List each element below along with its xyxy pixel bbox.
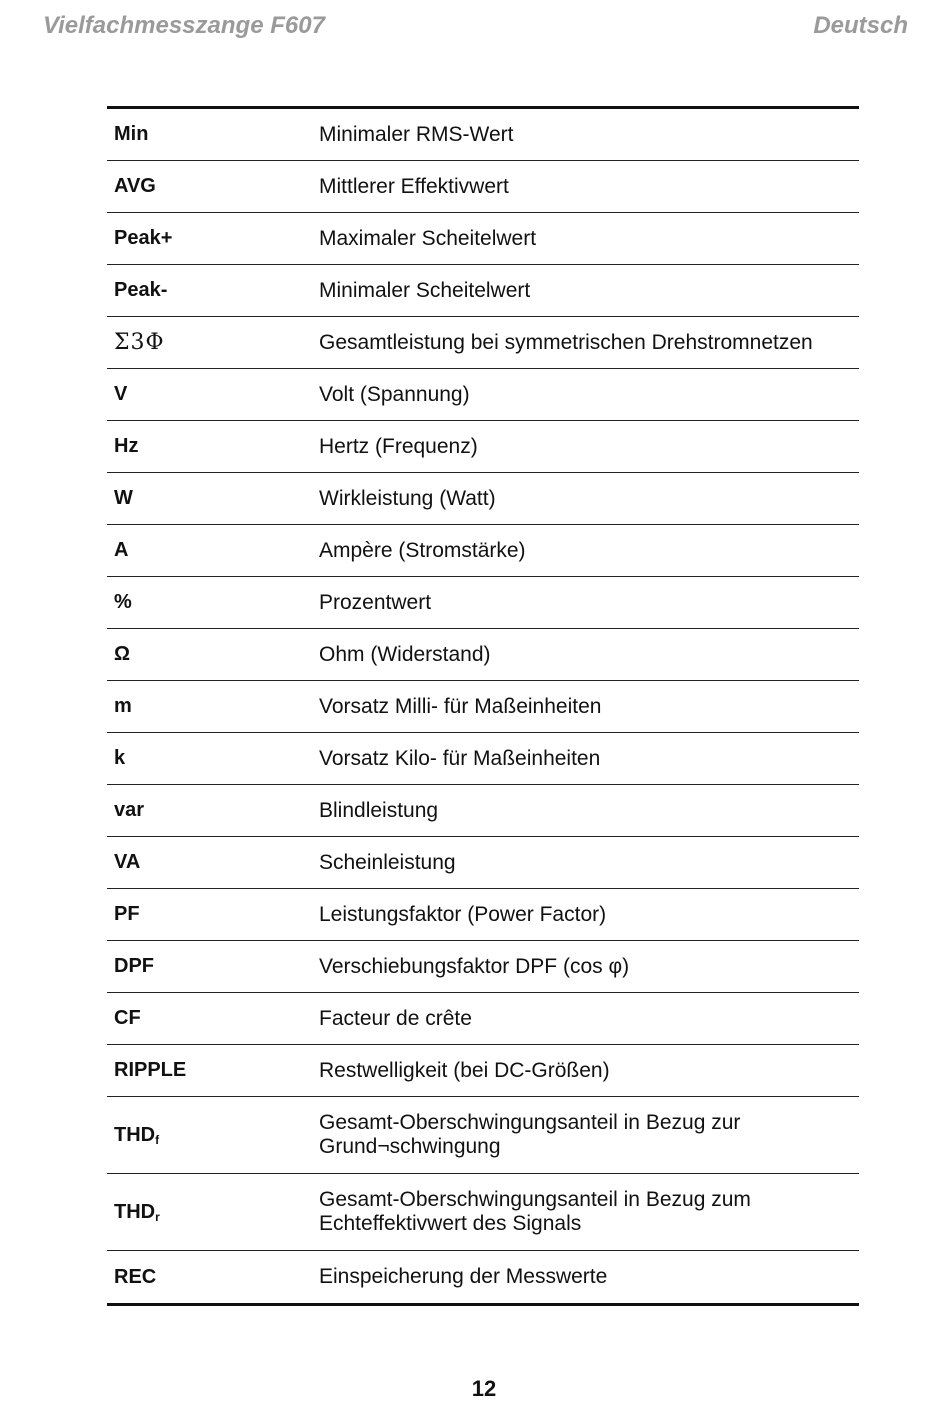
table-row — [107, 1097, 859, 1174]
abbreviation-text: THD — [114, 1123, 156, 1146]
abbreviation-cell — [107, 1201, 319, 1224]
description-cell: Hertz (Frequenz) — [319, 434, 478, 458]
abbreviation-cell: DPF — [114, 955, 154, 977]
abbreviation-cell: k — [114, 747, 126, 769]
table-row — [107, 473, 859, 525]
description-cell: Vorsatz Milli- für Maßeinheiten — [319, 694, 602, 718]
table-row — [107, 317, 859, 369]
table-row — [107, 733, 859, 785]
abbreviation-cell: Hz — [114, 435, 139, 457]
abbreviation-cell: W — [114, 487, 133, 509]
description-cell: Minimaler RMS-Wert — [319, 122, 514, 146]
table-row — [107, 681, 859, 733]
description-cell: Scheinleistung — [319, 850, 456, 874]
abbreviation-cell: AVG — [114, 175, 156, 197]
table-row — [107, 889, 859, 941]
document-language: Deutsch — [813, 12, 908, 39]
abbreviation-cell: Ω — [114, 643, 131, 665]
description-cell: Leistungsfaktor (Power Factor) — [319, 902, 607, 926]
abbreviation-cell — [107, 1124, 319, 1147]
abbreviation-cell: m — [114, 695, 132, 717]
abbreviation-cell: Σ3Φ — [114, 330, 165, 355]
description-cell: Mittlerer Effektivwert — [319, 174, 509, 198]
abbreviation-cell: Peak- — [114, 279, 168, 301]
description-cell: Restwelligkeit (bei DC-Größen) — [319, 1058, 610, 1082]
description-cell: Volt (Spannung) — [319, 382, 470, 406]
table-row — [107, 1174, 859, 1251]
abbreviation-cell: RIPPLE — [114, 1059, 187, 1081]
description-cell: Minimaler Scheitelwert — [319, 278, 531, 302]
description-cell: Ampère (Stromstärke) — [319, 538, 526, 562]
abbreviation-subscript: r — [155, 1209, 160, 1224]
abbreviation-text: THD — [114, 1200, 156, 1223]
table-row — [107, 941, 859, 993]
description-cell: Facteur de crête — [319, 1006, 472, 1030]
table-row — [107, 629, 859, 681]
abbreviation-cell: Peak+ — [114, 227, 173, 249]
table-row — [107, 577, 859, 629]
table-row — [107, 421, 859, 473]
description-cell: Ohm (Widerstand) — [319, 642, 491, 666]
table-row — [107, 993, 859, 1045]
abbreviation-cell: VA — [114, 851, 141, 873]
description-cell: Blindleistung — [319, 798, 439, 822]
table-row — [107, 161, 859, 213]
table-row — [107, 109, 859, 161]
description-cell: Gesamtleistung bei symmetrischen Drehstromnetzen — [319, 330, 813, 354]
description-cell: Einspeicherung der Messwerte — [319, 1265, 608, 1288]
table-row — [107, 837, 859, 889]
abbreviation-cell: PF — [114, 903, 140, 925]
abbreviation-cell: V — [114, 383, 128, 405]
document-title: Vielfachmesszange F607 — [43, 12, 325, 39]
table-row — [107, 785, 859, 837]
description-cell: Vorsatz Kilo- für Maßeinheiten — [319, 746, 601, 770]
description-cell: Prozentwert — [319, 590, 432, 614]
abbreviation-subscript: f — [155, 1132, 160, 1147]
table-row — [107, 265, 859, 317]
description-cell: Wirkleistung (Watt) — [319, 486, 496, 510]
abbreviation-cell: CF — [114, 1007, 141, 1029]
abbreviation-cell: Min — [114, 123, 149, 145]
abbreviation-cell: A — [114, 539, 129, 561]
page-number: 12 — [471, 1376, 497, 1401]
abbreviation-table — [107, 106, 859, 1306]
abbreviation-cell: var — [114, 799, 145, 821]
abbreviation-cell: REC — [114, 1265, 157, 1288]
abbreviation-cell: % — [114, 591, 132, 613]
table-row — [107, 1045, 859, 1097]
table-row — [107, 369, 859, 421]
description-cell: Gesamt-Oberschwingungsanteil in Bezug zum Echteffektivwert des Signals — [319, 1188, 751, 1235]
description-cell: Maximaler Scheitelwert — [319, 226, 537, 250]
table-row — [107, 525, 859, 577]
table-row — [107, 1251, 859, 1303]
table-row — [107, 213, 859, 265]
description-cell: Verschiebungsfaktor DPF (cos φ) — [319, 954, 630, 978]
description-cell: Gesamt-Oberschwingungsanteil in Bezug zur Grund¬schwingung — [319, 1111, 741, 1158]
